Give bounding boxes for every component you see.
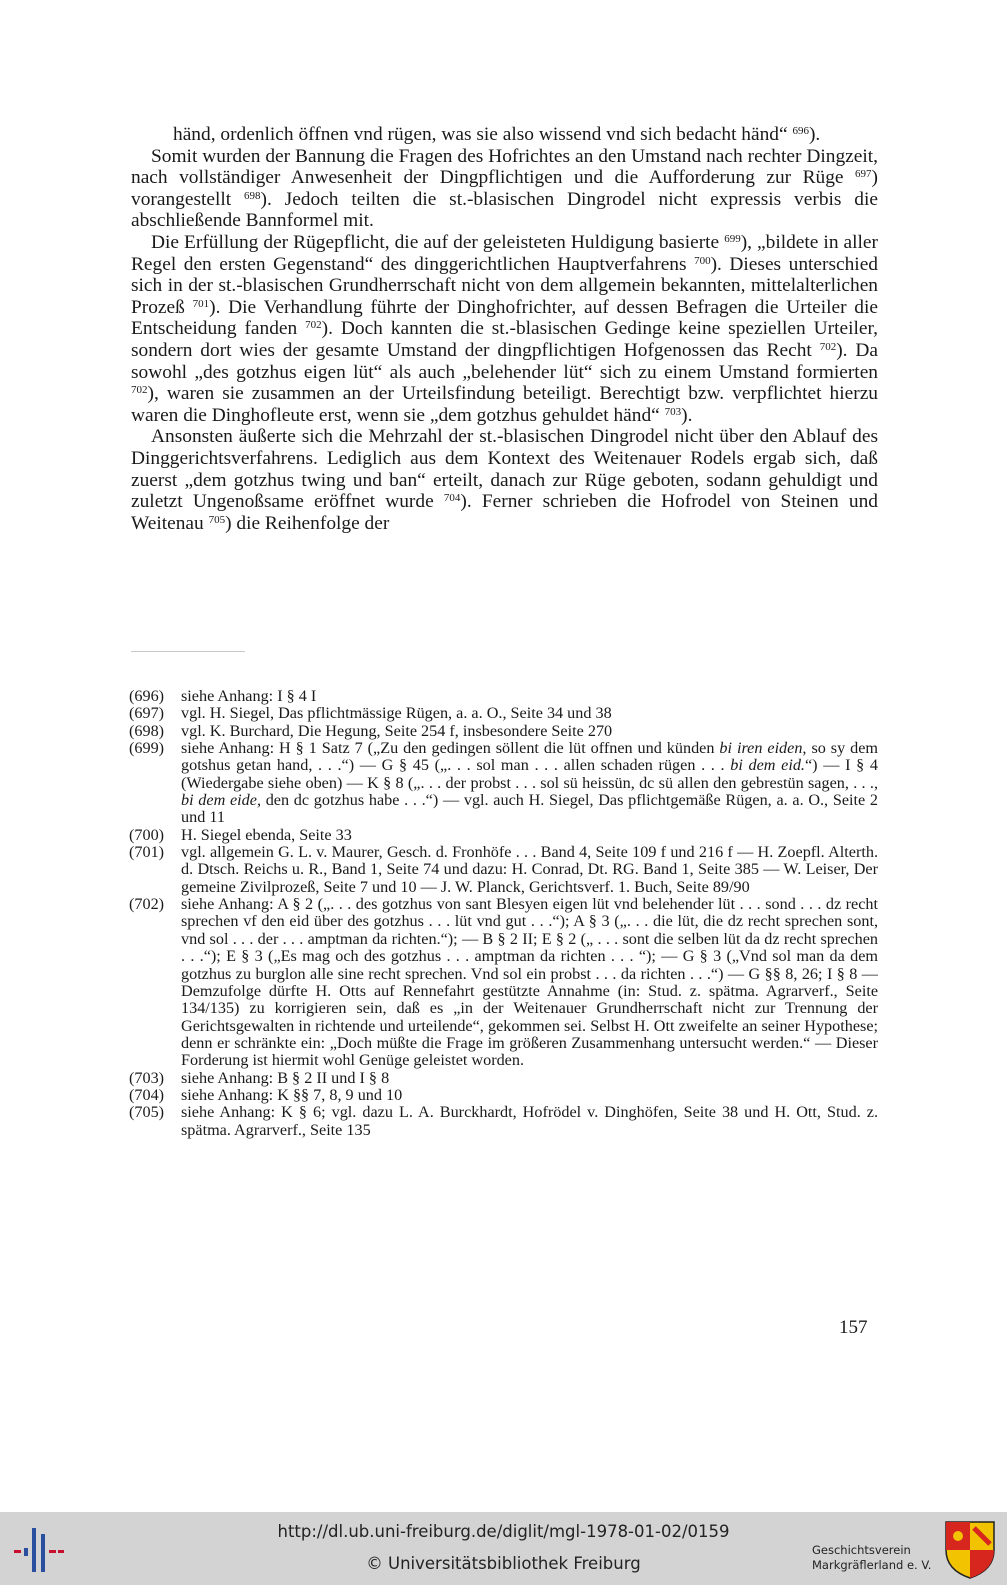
main-text — [131, 124, 878, 534]
footnote-number: (703) — [129, 1068, 165, 1087]
footnote-text: siehe Anhang: A § 2 („. . . des gotzhus von sant Blesyen eigen lüt vnd belehender lüt . . . sond . . . dz recht sprechen vf den eid über des gotzhus . . . lüt vnd gut . . .“); A § 3 („. . . die lüt, die dz recht sprechen sont, vnd sol . . . der . . . amptman da richten.“); — B § 2 II; E § 2 („ . . . sont die selben lüt da dz recht sprechen . . .“); E § 3 („Es mag och des gotzhus . . . amptman da richten . . . “); — G § 3 („Vnd sol man da dem gotzhus zu burglon alle sine recht sprechen. Vnd sol ein probst . . . da richten . . .“) — G §§ 8, 26; I § 8 — Demzufolge dürfte H. Otts auf Rennefahrt gestützte Annahme (in: Stud. z. spätma. Agrarverf., Seite 134/135) zu korrigieren sein, daß es „in der Weitenauer Grundherrschaft nicht zur Trennung der Gerichtsgewalten in richtende und urteilende“, gekommen sei. Selbst H. Ott zweifelte an seiner Hypothese; denn er schränkte ein: „Doch müßte die Frage im größeren Zusammenhang untersucht werden.“ — Dieser Forderung ist hiermit wohl Genüge geleistet worden. — [181, 895, 878, 1070]
footnote-text: vgl. H. Siegel, Das pflichtmässige Rügen, a. a. O., Seite 34 und 38 — [181, 704, 612, 723]
page-number: 157 — [839, 1317, 868, 1338]
footnote-700 — [129, 827, 878, 844]
footnote-text: vgl. K. Burchard, Die Hegung, Seite 254 f, insbesondere Seite 270 — [181, 721, 613, 740]
footnote-number: (701) — [129, 843, 165, 862]
footnote-number: (705) — [129, 1103, 165, 1122]
footnote-text: siehe Anhang: I § 4 I — [181, 687, 317, 705]
footnote-ref[interactable]: 703 — [664, 405, 682, 418]
footnote-698 — [129, 723, 878, 740]
footnote-text: vgl. allgemein G. L. v. Maurer, Gesch. d. Fronhöfe . . . Band 4, Seite 109 f und 216 f — H. Zoepfl. Alterth. d. Dtsch. Reichs u. R., Band 1, Seite 74 und dazu: H. Conrad, Dt. RG. Band 1, Seite 385 — W. Leiser, Der gemeine Zivilprozeß, Seite 7 und 10 — J. W. Planck, Gerichtsverf. 1. Buch, Seite 89/90 — [181, 843, 878, 896]
footnote-699 — [129, 740, 878, 827]
footnote-ref[interactable]: 699 — [724, 232, 741, 245]
footnote-ref[interactable]: 704 — [443, 492, 461, 505]
document-url-link[interactable]: http://dl.ub.uni-freiburg.de/diglit/mgl-1978-01-02/0159 — [277, 1522, 730, 1541]
footnote-text: siehe Anhang: K § 6; vgl. dazu L. A. Burckhardt, Hofrödel v. Dinghöfen, Seite 38 und H. Ott, Stud. z. spätma. Agrarverf., Seite 135 — [181, 1103, 878, 1139]
society-name: Geschichtsverein Markgräflerland e. V. — [812, 1543, 932, 1572]
footnote-ref[interactable]: 702 — [819, 340, 837, 353]
footnote-ref[interactable]: 696 — [792, 125, 809, 137]
copyright-notice: © Universitätsbibliothek Freiburg — [366, 1554, 641, 1573]
footnote-divider — [131, 651, 245, 652]
viewer-footer — [0, 1512, 1007, 1585]
footnote-ref[interactable]: 702 — [305, 319, 322, 332]
footnote-number: (700) — [129, 825, 165, 844]
footnote-ref[interactable]: 697 — [855, 168, 872, 181]
footnote-number: (704) — [129, 1085, 165, 1104]
footnote-number: (699) — [129, 739, 165, 758]
footnote-text: siehe Anhang: B § 2 II und I § 8 — [181, 1068, 390, 1087]
footnote-number: (698) — [129, 721, 165, 740]
footnote-702 — [129, 896, 878, 1069]
paragraph: Die Erfüllung der Rügepflicht, die auf der geleisteten Huldigung basierte $^{699}$), „bildete in aller Regel den ersten Gegenstand“ des dinggerichtlichen Hauptverfahrens $^{700}$). Dieses unterschied sich in der st.-blasischen Grundherrschaft nicht von dem allgemein bekannten, mittelalterlichen Prozeß $^{701}$). Die Verhandlung führte der Dinghofrichter, auf dessen Befragen die Urteiler die Entscheidung fanden $^{702}$). Doch kannten die st.-blasischen Gedinge keine speziellen Urteiler, sondern dort wies der gesamte Umstand der dingpflichtigen Hofgenossen das Recht $^{702}$). Da sowohl „des gotzhus eigen lüt“ als auch „belehender lüt“ sich zu einem Umstand formierten $^{702}$), waren sie zusammen an der Urteilsfindung beteiligt. Berechtigt bzw. verpflichtet hierzu waren die Dinghofleute erst, wenn sie „dem gotzhus gehuldet händ“ $^{703}$). — [131, 231, 879, 426]
footnote-701 — [129, 844, 878, 896]
footnote-697 — [129, 705, 878, 722]
footnote-705 — [129, 1104, 878, 1139]
paragraph: Ansonsten äußerte sich die Mehrzahl der st.-blasischen Dingrodel nicht über den Ablauf des Dinggerichtsverfahrens. Lediglich aus dem Kontext des Weitenauer Rodels ergab sich, daß zuerst „dem gotzhus twing und ban“ erteilt, danach zur Rüge geboten, sodann gehuldigt und zuletzt Ungenoßsame eröffnet wurde $^{704}$). Ferner schrieben die Hofrodel von Steinen und Weitenau $^{705}$) die Reihenfolge der — [131, 426, 878, 534]
paragraph: Somit wurden der Bannung die Fragen des Hofrichtes an den Umstand nach rechter Dingzeit, nach vollständiger Anwesenheit der Dingpflichtigen und die Aufforderung zur Rüge $^{697}$) vorangestellt $^{698}$). Jedoch teilten die st.-blasischen Dingrodel nicht expressis verbis die abschließende Bannformel mit. — [131, 145, 878, 232]
footnote-ref[interactable]: 705 — [208, 513, 226, 526]
footnote-703 — [129, 1070, 878, 1087]
footnote-ref[interactable]: 700 — [694, 254, 711, 267]
footnote-text: H. Siegel ebenda, Seite 33 — [181, 825, 352, 844]
coat-of-arms-icon[interactable] — [944, 1520, 996, 1580]
footnote-number: (696) — [129, 687, 165, 705]
footnote-ref[interactable]: 701 — [192, 297, 210, 310]
paragraph-continuation: händ, ordenlich öffnen vnd rügen, was sie also wissend vnd sich bedacht händ“ $^{696}$). — [173, 124, 821, 145]
footnote-number: (697) — [129, 704, 165, 723]
footnote-ref[interactable]: 698 — [244, 189, 261, 202]
footnote-text: siehe Anhang: H § 1 Satz 7 („Zu den gedingen söllent die lüt offnen und künden bi iren eiden, so sy dem gotshus getan hand, . . .“) — G § 45 („. . . sol man . . . allen schaden rügen . . . bi dem eid.“) — I § 4 (Wiedergabe siehe oben) — K § 8 („. . . der probst . . . sol sü heissün, dc sü allen den gebrestün sagen, . . ., bi dem eide, den dc gotzhus habe . . .“) — vgl. auch H. Siegel, Das pflichtgemäße Rügen, a. a. O., Seite 2 und 11 — [181, 739, 879, 827]
footnote-696 — [129, 688, 878, 705]
footnote-704 — [129, 1087, 878, 1104]
footnote-number: (702) — [129, 895, 165, 914]
footnote-ref[interactable]: 702 — [131, 384, 148, 397]
footnote-text: siehe Anhang: K §§ 7, 8, 9 und 10 — [181, 1085, 403, 1104]
footnotes — [129, 688, 878, 1139]
